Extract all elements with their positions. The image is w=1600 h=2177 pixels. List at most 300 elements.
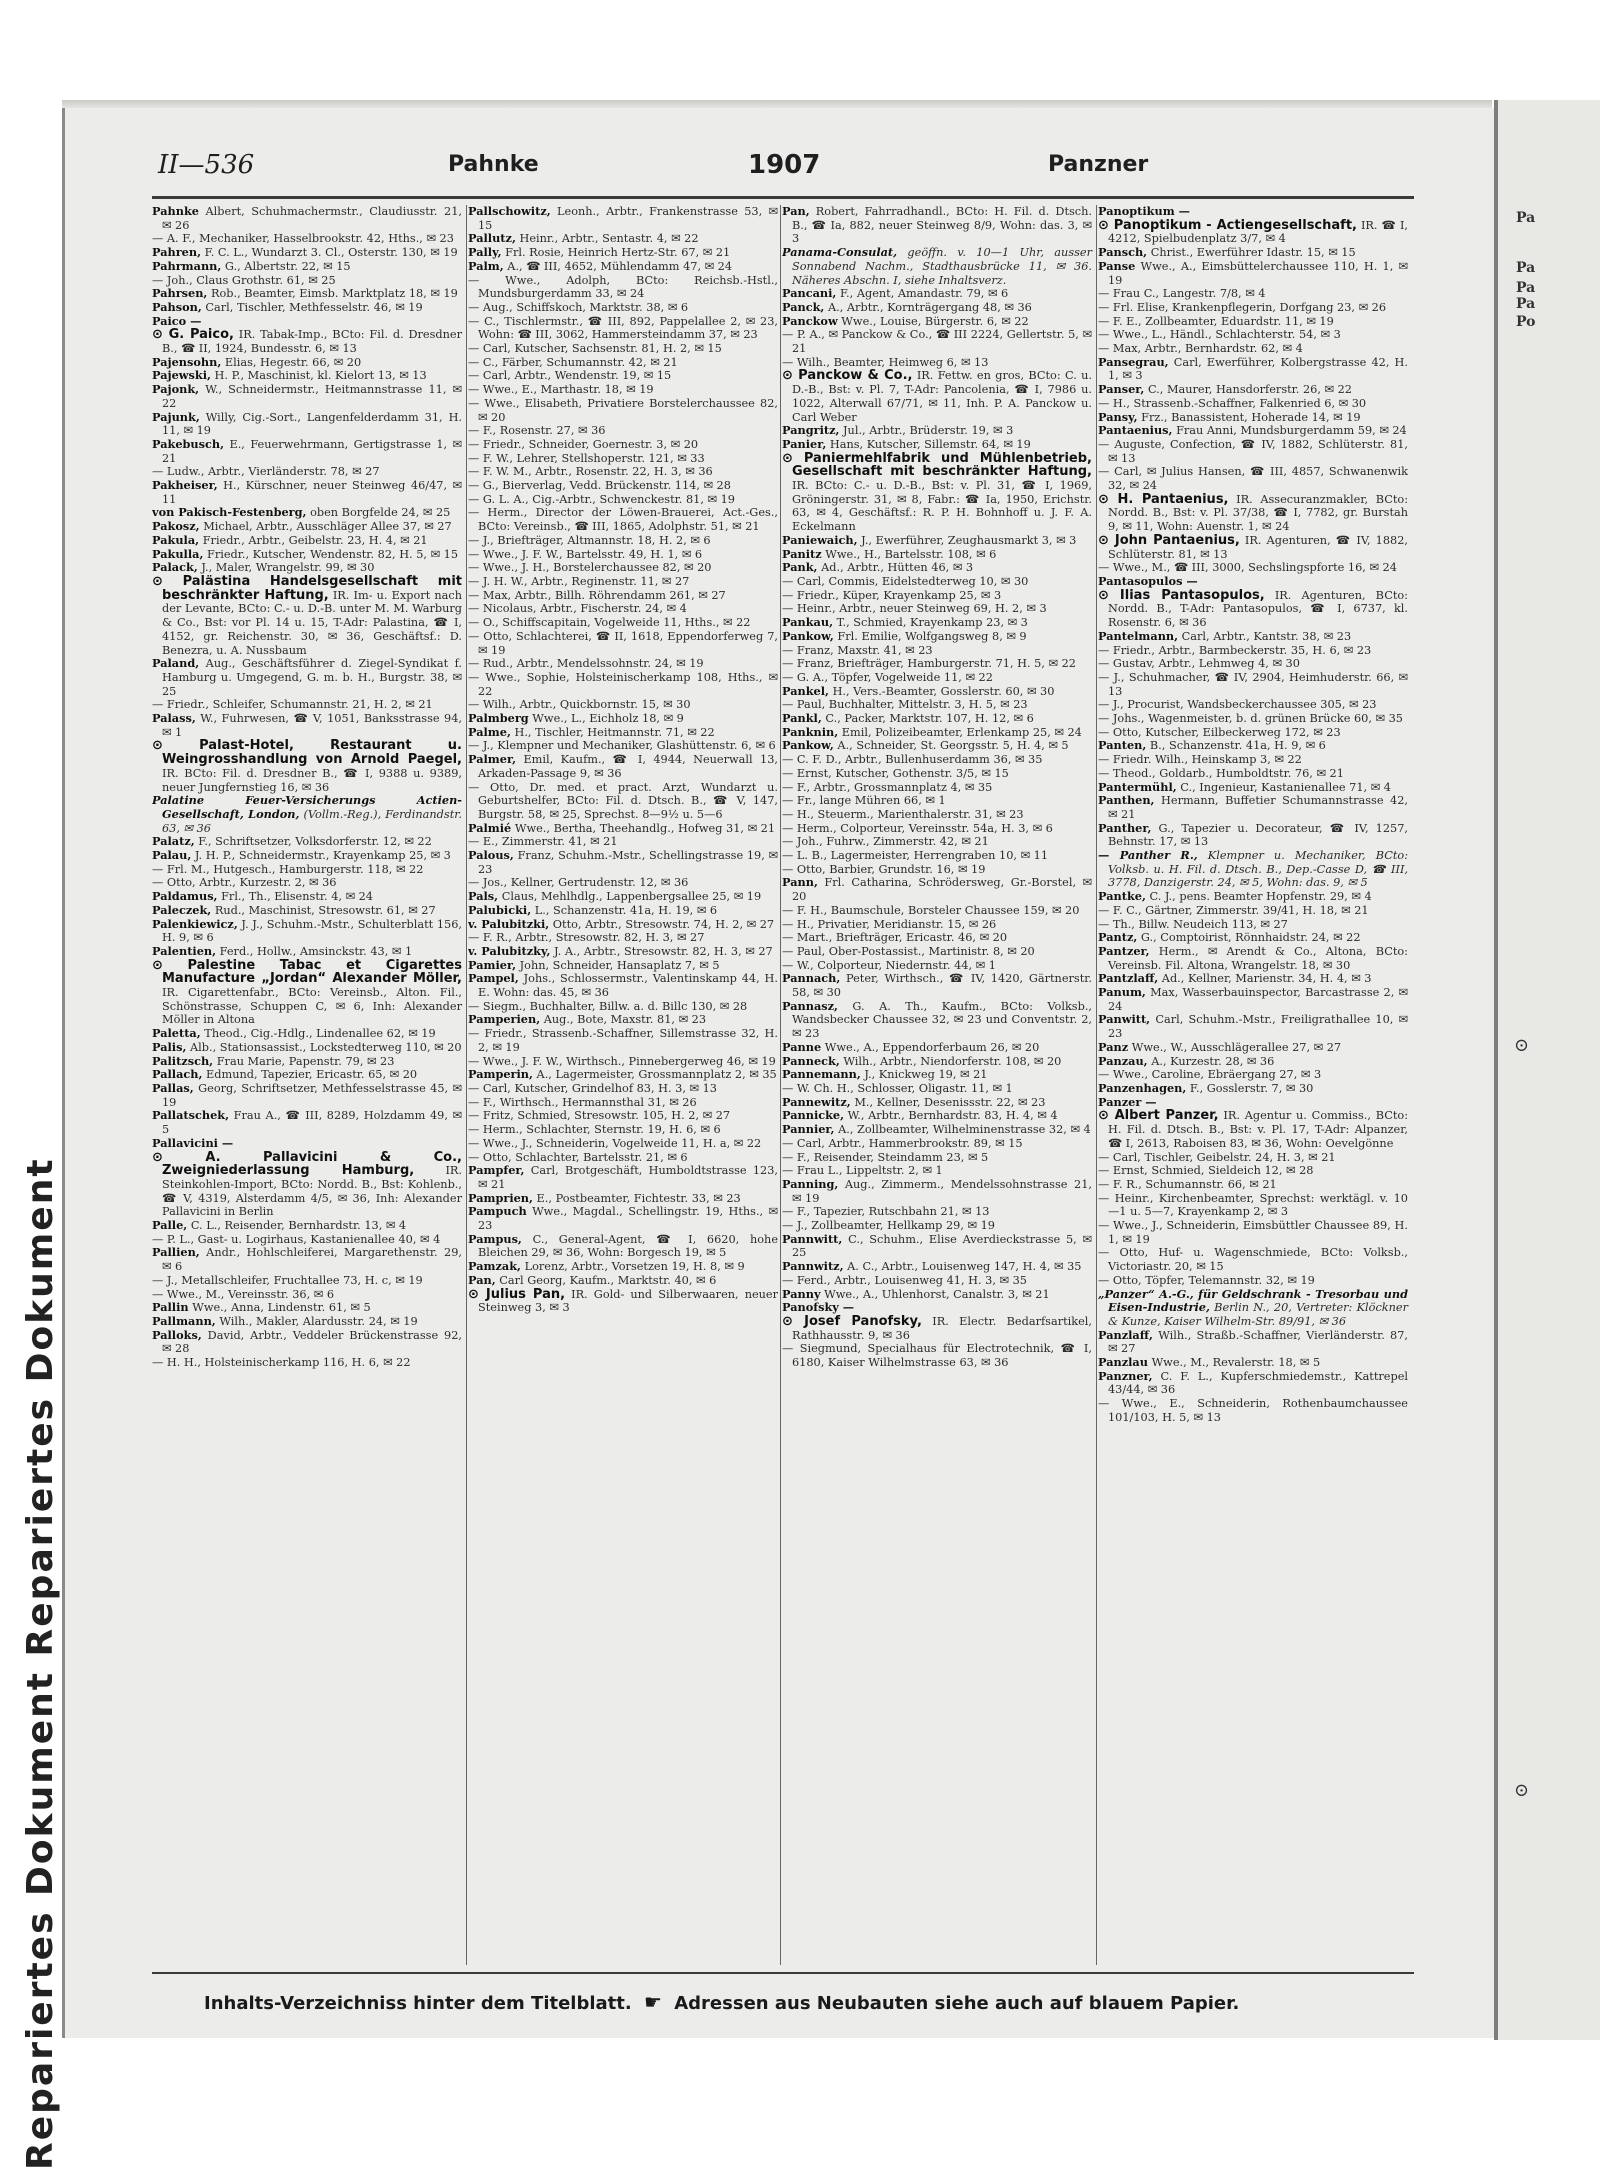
entry-details: — Mart., Briefträger, Ericastr. 46, ✉ 20	[782, 931, 1008, 945]
entry-details: Georg, Schriftsetzer, Methfesselstrasse 45, ✉ 19	[162, 1082, 462, 1109]
entry-details: IR. Tabak-Imp., BCto: Fil. d. Dresdner B., ☎ II, 1924, Bundesstr. 6, ✉ 13	[162, 328, 462, 356]
entry-details: — Fr., lange Mühren 66, ✉ 1	[782, 794, 946, 808]
entry-details: — Wwe., L., Händl., Schlachterstr. 54, ✉ 3	[1098, 328, 1341, 342]
entry-details: — Ernst, Kutscher, Gothenstr. 3/5, ✉ 15	[782, 766, 1009, 780]
entry-name: Pamperin,	[468, 1067, 533, 1082]
entry-name: Pannasz,	[782, 998, 838, 1013]
directory-entry	[152, 739, 462, 794]
entry-details: Frz., Banassistent, Hoherade 14, ✉ 19	[1141, 410, 1361, 424]
entry-name: Pantzlaff,	[1098, 971, 1159, 986]
entry-details: G., Comptoirist, Rönnhaidstr. 24, ✉ 22	[1140, 931, 1361, 945]
entry-details: — Otto, Töpfer, Telemannstr. 32, ✉ 19	[1098, 1273, 1315, 1287]
entry-name: Palitzsch,	[152, 1053, 214, 1068]
entry-details: Hermann, Buffetier Schumannstrasse 42, ✉ 21	[1108, 794, 1408, 821]
next-page-fragment: Pa	[1516, 296, 1536, 312]
directory-entry	[782, 616, 1092, 630]
directory-entry	[152, 1109, 462, 1136]
entry-details: Johs., Schlossermstr., Valentinskamp 44, H. E. Wohn: das. 45, ✉ 36	[478, 972, 778, 1000]
directory-entry	[1098, 561, 1408, 575]
directory-entry	[1098, 383, 1408, 397]
directory-entry	[1098, 1151, 1408, 1165]
entry-details: — Carl, ✉ Julius Hansen, ☎ III, 4857, Schwanenwik 32, ✉ 24	[1098, 465, 1408, 493]
entry-details: Carl, Schuhm.-Mstr., Freiligrathallee 10, ✉ 23	[1108, 1013, 1408, 1041]
entry-name: Panofsky —	[782, 1300, 855, 1315]
directory-entry	[1098, 945, 1408, 972]
directory-entry	[152, 1082, 462, 1109]
circle-mark-icon: ⊙	[1514, 1035, 1530, 1056]
entry-name: Panthen,	[1098, 793, 1155, 808]
directory-entry	[468, 712, 778, 726]
entry-details: Frau Anni, Mundsburgerdamm 59, ✉ 24	[1176, 424, 1407, 438]
entry-details: — Frau L., Lippeltstr. 2, ✉ 1	[782, 1164, 943, 1178]
directory-entry	[782, 959, 1092, 973]
entry-name: Pals,	[468, 889, 499, 904]
entry-details: Carl Georg, Kaufm., Marktstr. 40, ✉ 6	[499, 1273, 717, 1287]
entry-details: Ferd., Hollw., Amsinckstr. 43, ✉ 1	[219, 944, 413, 958]
entry-name: Panz	[1098, 1039, 1129, 1054]
entry-name: Palatz,	[152, 834, 195, 849]
entry-details: — Nicolaus, Arbtr., Fischerstr. 24, ✉ 4	[468, 602, 687, 616]
directory-entry	[468, 945, 778, 959]
next-page-fragment: Po	[1516, 314, 1536, 330]
directory-entry	[1098, 904, 1408, 918]
entry-details: IR. Gold- und Silberwaaren, neuer Steinweg 3, ✉ 3	[478, 1287, 779, 1315]
directory-entry	[468, 890, 778, 904]
directory-entry	[152, 301, 462, 315]
entry-details: F. C. L., Wundarzt 3. Cl., Osterstr. 130, ✉ 19	[204, 246, 458, 260]
entry-name: Pallin	[152, 1300, 189, 1315]
entry-details: — Franz, Briefträger, Hamburgerstr. 71, H. 5, ✉ 22	[782, 657, 1076, 671]
entry-name: Pajensohn,	[152, 354, 222, 369]
directory-entry	[782, 1315, 1092, 1342]
header-first-entry: Pahnke	[448, 152, 539, 177]
entry-name: Panther,	[1098, 820, 1152, 835]
entry-details: — P. L., Gast- u. Logirhaus, Kastanienallee 40, ✉ 4	[152, 1232, 441, 1246]
entry-details: A., Kurzestr. 28, ✉ 36	[1151, 1054, 1275, 1068]
entry-name: Pannewitz,	[782, 1094, 851, 1109]
directory-entry	[1098, 1109, 1408, 1150]
entry-details: Wwe., M., Revalerstr. 18, ✉ 5	[1151, 1356, 1321, 1370]
entry-details: — F., Reisender, Steindamm 23, ✉ 5	[782, 1150, 989, 1164]
directory-entry	[468, 1096, 778, 1110]
entry-details: Wwe., A., Eimsbüttelerchaussee 110, H. 1, ✉ 19	[1108, 259, 1409, 287]
directory-entry	[152, 712, 462, 739]
directory-entry	[152, 890, 462, 904]
directory-entry	[152, 794, 462, 835]
directory-entry	[468, 671, 778, 698]
directory-entry	[468, 232, 778, 246]
directory-entry	[1098, 1013, 1408, 1040]
entry-details: — Joh., Claus Grothstr. 61, ✉ 25	[152, 273, 336, 287]
entry-details: Willy, Cig.-Sort., Langenfelderdamm 31, H. 11, ✉ 19	[162, 410, 463, 438]
directory-entry	[152, 411, 462, 438]
directory-entry	[468, 1109, 778, 1123]
entry-details: — Wwe., E., Marthastr. 18, ✉ 19	[468, 383, 654, 397]
directory-entry	[468, 972, 778, 999]
directory-entry	[468, 1192, 778, 1206]
directory-entry	[782, 1082, 1092, 1096]
directory-entry	[152, 561, 462, 575]
entry-name: ⊙ Palästina Handelsgesellschaft mit beschränkter Haftung,	[152, 573, 462, 603]
entry-name: Panama-Consulat,	[782, 245, 898, 260]
entry-details: — Wilh., Arbtr., Quickbornstr. 15, ✉ 30	[468, 698, 691, 712]
column-divider	[466, 205, 467, 1965]
directory-entry	[468, 918, 778, 932]
entry-details: — A. F., Mechaniker, Hasselbrookstr. 42, Hths., ✉ 23	[152, 232, 454, 246]
entry-details: — Aug., Schiffskoch, Marktstr. 38, ✉ 6	[468, 300, 689, 314]
binding-stamp: Repariertes Dokument Repariertes Dokument	[20, 1157, 61, 2170]
entry-details: Rud., Maschinist, Stresowstr. 61, ✉ 27	[214, 903, 436, 917]
directory-entry	[782, 424, 1092, 438]
entry-details: — Carl, Arbtr., Wendenstr. 19, ✉ 15	[468, 369, 672, 383]
entry-details: — F. W. M., Arbtr., Rosenstr. 22, H. 3, ✉ 36	[468, 465, 713, 479]
entry-details: H., Vers.-Beamter, Gosslerstr. 60, ✉ 30	[832, 684, 1055, 698]
directory-entry	[782, 1137, 1092, 1151]
entry-details: — Friedr. Wilh., Heinskamp 3, ✉ 22	[1098, 753, 1302, 767]
entry-name: v. Palubitzki,	[468, 916, 550, 931]
directory-entry	[468, 1000, 778, 1014]
directory-entry	[782, 876, 1092, 903]
entry-name: Pannwitz,	[782, 1259, 844, 1274]
page-header	[158, 150, 1408, 186]
entry-name: Pajonk,	[152, 382, 200, 397]
entry-name: Pally,	[468, 245, 502, 260]
directory-entry	[1098, 356, 1408, 383]
entry-name: von Pakisch-Festenberg,	[152, 505, 307, 520]
directory-entry	[782, 287, 1092, 301]
entry-name: Panten,	[1098, 738, 1147, 753]
directory-entry	[468, 452, 778, 466]
directory-entry	[1098, 794, 1408, 821]
entry-details: — G. A., Töpfer, Vogelweide 11, ✉ 22	[782, 670, 993, 684]
directory-entry	[152, 863, 462, 877]
entry-name: Panckow	[782, 313, 838, 328]
directory-entry	[152, 1041, 462, 1055]
directory-entry	[1098, 726, 1408, 740]
entry-name: Palentien,	[152, 943, 217, 958]
entry-details: Carl, Tischler, Methfesselstr. 46, ✉ 19	[205, 300, 423, 314]
directory-entry	[468, 205, 778, 232]
entry-name: ⊙ H. Pantaenius,	[1098, 491, 1229, 507]
directory-entry	[152, 369, 462, 383]
directory-entry	[468, 1164, 778, 1191]
entry-name: ⊙ Albert Panzer,	[1098, 1108, 1219, 1124]
entry-name: Panitz	[782, 546, 822, 561]
entry-details: Christ., Ewerführer Idastr. 15, ✉ 15	[1150, 246, 1356, 260]
entry-details: — F., Arbtr., Grossmannplatz 4, ✉ 35	[782, 780, 993, 794]
directory-entry	[468, 575, 778, 589]
directory-entry	[152, 328, 462, 355]
entry-name: Pancani,	[782, 286, 837, 301]
entry-details: — F., Tapezier, Rutschbahn 21, ✉ 13	[782, 1205, 990, 1219]
entry-details: Wwe., Louise, Bürgerstr. 6, ✉ 22	[841, 314, 1029, 328]
directory-entry	[1098, 219, 1408, 246]
entry-name: Pakebusch,	[152, 436, 225, 451]
entry-name: Pajewski,	[152, 368, 211, 383]
entry-name: Panck,	[782, 299, 825, 314]
directory-entry	[1098, 1041, 1408, 1055]
entry-name: „Panzer“ A.-G., für Geldschrank - Tresorbau und Eisen-Industrie,	[1098, 1286, 1408, 1315]
directory-entry	[782, 671, 1092, 685]
directory-entry	[1098, 698, 1408, 712]
directory-entry	[152, 1233, 462, 1247]
entry-name: ⊙ Palestine Tabac et Cigarettes Manufacture „Jordan“ Alexander Möller,	[152, 957, 462, 987]
entry-details: W., Fuhrwesen, ☎ V, 1051, Banksstrasse 94, ✉ 1	[162, 712, 463, 739]
directory-entry	[152, 479, 462, 506]
entry-details: — G. L. A., Cig.-Arbtr., Schwenckestr. 81, ✉ 19	[468, 492, 735, 506]
directory-entry	[782, 369, 1092, 424]
entry-details: Ad., Arbtr., Hütten 46, ✉ 3	[821, 561, 974, 575]
directory-entry	[152, 657, 462, 698]
directory-entry	[1098, 287, 1408, 301]
directory-entry	[782, 1233, 1092, 1260]
entry-name: ⊙ Ilias Pantasopulos,	[1098, 587, 1265, 603]
directory-entry	[782, 1000, 1092, 1041]
directory-entry	[782, 808, 1092, 822]
entry-details: — Wwe., J. H., Borstelerchaussee 82, ✉ 20	[468, 561, 712, 575]
directory-entry	[152, 1151, 462, 1220]
directory-entry	[152, 315, 462, 329]
directory-entry	[782, 849, 1092, 863]
directory-entry	[468, 781, 778, 822]
directory-entry	[782, 822, 1092, 836]
directory-entry	[468, 383, 778, 397]
entry-details: — Wwe., Adolph, BCto: Reichsb.-Hstl., Mundsburgerdamm 33, ✉ 24	[468, 273, 778, 301]
directory-entry	[1098, 1055, 1408, 1069]
entry-details: — Friedr., Schleifer, Schumannstr. 21, H. 2, ✉ 21	[152, 698, 433, 712]
entry-details: Aug., Zimmerm., Mendelssohnstrasse 21, ✉ 19	[792, 1177, 1093, 1205]
directory-entry	[468, 1123, 778, 1137]
directory-entry	[782, 438, 1092, 452]
entry-details: M., Kellner, Desenissstr. 22, ✉ 23	[854, 1095, 1046, 1109]
directory-entry	[152, 1288, 462, 1302]
entry-name: Pallatschek,	[152, 1108, 230, 1123]
entry-name: Panzer —	[1098, 1094, 1157, 1109]
entry-name: Pampus,	[468, 1231, 522, 1246]
directory-entry	[152, 1274, 462, 1288]
entry-details: — H. H., Holsteinischerkamp 116, H. 6, ✉ 22	[152, 1356, 411, 1370]
entry-name: Panzenhagen,	[1098, 1081, 1187, 1095]
directory-entry	[468, 356, 778, 370]
entry-details: — Wwe., M., ☎ III, 3000, Sechslingspforte 16, ✉ 24	[1098, 561, 1397, 575]
directory-entry	[468, 397, 778, 424]
entry-details: — Theod., Goldarb., Humboldtstr. 76, ✉ 21	[1098, 766, 1344, 780]
directory-entry	[1098, 438, 1408, 465]
entry-name: ⊙ Palast-Hotel, Restaurant u. Weingrosshandlung von Arnold Paegel,	[152, 738, 462, 768]
entry-name: Pantke,	[1098, 889, 1146, 904]
directory-entry	[1098, 589, 1408, 630]
entry-details: IR. ☎ I, 4212, Spielbudenplatz 3/7, ✉ 4	[1108, 218, 1408, 246]
entry-details: Frl. Rosie, Heinrich Hertz-Str. 67, ✉ 21	[505, 246, 731, 260]
entry-name: Pallach,	[152, 1067, 203, 1082]
entry-details: — Frl. M., Hutgesch., Hamburgerstr. 118, ✉ 22	[152, 862, 424, 876]
entry-details: A., ☎ III, 4652, Mühlendamm 47, ✉ 24	[507, 259, 733, 273]
entry-details: Max, Wasserbauinspector, Barcastrasse 2, ✉ 24	[1108, 986, 1409, 1013]
entry-details: Theod., Cig.-Hdlg., Lindenallee 62, ✉ 19	[204, 1027, 436, 1041]
directory-entry	[152, 548, 462, 562]
directory-entry	[1098, 1370, 1408, 1397]
entry-name: Pallas,	[152, 1081, 194, 1095]
entry-details: Wwe., Bertha, Theehandlg., Hofweg 31, ✉ 21	[514, 821, 776, 835]
entry-name: Pakosz,	[152, 519, 200, 534]
directory-entry	[152, 575, 462, 657]
directory-entry	[782, 1178, 1092, 1205]
directory-entry	[468, 822, 778, 836]
entry-details: A. C., Arbtr., Louisenweg 147, H. 4, ✉ 35	[847, 1260, 1082, 1274]
entry-details: — C., Tischlermstr., ☎ III, 892, Pappelallee 2, ✉ 23, Wohn: ☎ III, 3062, Hammersteindamm 37, ✉ 23	[468, 314, 778, 342]
entry-details: — Carl, Arbtr., Hammerbrookstr. 89, ✉ 15	[782, 1136, 1023, 1150]
header-last-entry: Panzner	[1048, 152, 1149, 177]
directory-entry	[1098, 411, 1408, 425]
entry-details: Wwe., Anna, Lindenstr. 61, ✉ 5	[192, 1301, 371, 1315]
entry-details: Albert, Schuhmachermstr., Claudiusstr. 21, ✉ 26	[162, 205, 462, 232]
directory-entry	[152, 835, 462, 849]
entry-details: G. A. Th., Kaufm., BCto: Volksb., Wandsbecker Chaussee 32, ✉ 23 und Conventstr. 2, ✉ 23	[792, 999, 1092, 1041]
directory-entry	[782, 712, 1092, 726]
directory-entry	[782, 1055, 1092, 1069]
entry-details: — F. R., Arbtr., Stresowstr. 82, H. 3, ✉ 27	[468, 931, 705, 945]
entry-details: Aug., Bote, Maxstr. 81, ✉ 23	[543, 1013, 707, 1027]
entry-details: — F. H., Baumschule, Borsteler Chaussee 159, ✉ 20	[782, 903, 1080, 917]
entry-name: Pantermühl,	[1098, 779, 1177, 794]
directory-entry	[468, 315, 778, 342]
directory-entry	[1098, 739, 1408, 753]
entry-name: Paico —	[152, 313, 202, 328]
directory-entry	[782, 575, 1092, 589]
entry-name: Pank,	[782, 560, 818, 575]
pointing-hand-icon: ☛	[644, 1990, 662, 2014]
entry-name: Pahnke	[152, 205, 199, 218]
entry-name: Pantelmann,	[1098, 628, 1179, 643]
entry-name: ⊙ G. Paico,	[152, 327, 234, 343]
directory-entry	[782, 315, 1092, 329]
entry-details: Wilh., Arbtr., Niendorferstr. 108, ✉ 20	[843, 1054, 1062, 1068]
entry-details: — Ferd., Arbtr., Louisenweg 41, H. 3, ✉ 35	[782, 1273, 1027, 1287]
entry-name: Pakula,	[152, 532, 200, 547]
directory-entry	[1098, 493, 1408, 534]
entry-details: — Siegm., Buchhalter, Billw. a. d. Billc 130, ✉ 28	[468, 999, 748, 1013]
directory-entry	[1098, 767, 1408, 781]
directory-entry	[152, 876, 462, 890]
directory-entry	[782, 1301, 1092, 1315]
entry-details: G., Albertstr. 22, ✉ 15	[224, 259, 351, 273]
entry-details: — W., Colporteur, Niedernstr. 44, ✉ 1	[782, 958, 996, 972]
directory-entry	[468, 493, 778, 507]
directory-entry	[152, 1219, 462, 1233]
directory-entry	[1098, 822, 1408, 849]
entry-name: Pankel,	[782, 683, 829, 698]
entry-name: Pankau,	[782, 615, 834, 630]
entry-details: Herm., ✉ Arendt & Co., Altona, BCto: Vereinsb. Fil. Altona, Wrangelstr. 18, ✉ 30	[1108, 944, 1408, 972]
entry-details: C., Maurer, Hansdorferstr. 26, ✉ 22	[1147, 383, 1352, 397]
directory-entry	[1098, 301, 1408, 315]
directory-entry	[1098, 1192, 1408, 1219]
entry-name: Palatine Feuer-Versicherungs Actien-Gesellschaft, London,	[152, 793, 462, 821]
entry-name: Panoptikum —	[1098, 205, 1190, 218]
entry-details: — F. C., Gärtner, Zimmerstr. 39/41, H. 18, ✉ 21	[1098, 903, 1369, 917]
entry-name: Panzlau	[1098, 1355, 1148, 1370]
entry-name: Pampfer,	[468, 1163, 525, 1178]
entry-name: Pahren,	[152, 245, 202, 260]
entry-details: David, Arbtr., Veddeler Brückenstrasse 92, ✉ 28	[162, 1328, 462, 1356]
directory-entry	[152, 1246, 462, 1273]
page-footer	[204, 1990, 1239, 2014]
entry-details: Frl., Th., Elisenstr. 4, ✉ 24	[221, 890, 373, 904]
directory-entry	[468, 1082, 778, 1096]
directory-entry	[468, 1151, 778, 1165]
directory-entry	[782, 657, 1092, 671]
entry-details: — Johs., Wagenmeister, b. d. grünen Brücke 60, ✉ 35	[1098, 712, 1403, 726]
entry-details: C., General-Agent, ☎ I, 6620, hohe Bleichen 29, ✉ 36, Wohn: Borgesch 19, ✉ 5	[478, 1232, 778, 1260]
directory-entry	[468, 301, 778, 315]
entry-details: C., Packer, Marktstr. 107, H. 12, ✉ 6	[825, 712, 1034, 726]
entry-name: Palubicki,	[468, 902, 532, 917]
directory-entry	[782, 356, 1092, 370]
next-page-edge	[1494, 100, 1600, 2040]
directory-entry	[782, 1274, 1092, 1288]
entry-name: Palous,	[468, 848, 514, 863]
footer-right-text: Adressen aus Neubauten siehe auch auf blauem Papier.	[674, 1993, 1240, 2014]
entry-details: Peter, Wirthsch., ☎ IV, 1420, Gärtnerstr. 58, ✉ 30	[792, 972, 1092, 1000]
directory-entry	[782, 1205, 1092, 1219]
directory-entry	[782, 1288, 1092, 1302]
entry-details: J. A., Arbtr., Stresowstr. 82, H. 3, ✉ 27	[553, 944, 773, 958]
entry-details: Robert, Fahrradhandl., BCto: H. Fil. d. Dtsch. B., ☎ Ia, 882, neuer Steinweg 8/9, Wohn: das. 3, ✉ 3	[792, 205, 1092, 246]
entry-name: Palme,	[468, 724, 511, 739]
entry-details: Frl. Catharina, Schrödersweg, Gr.-Borstel, ✉ 20	[792, 876, 1093, 904]
entry-details: — J., Zollbeamter, Hellkamp 29, ✉ 19	[782, 1219, 995, 1233]
entry-details: Jul., Arbtr., Brüderstr. 19, ✉ 3	[843, 424, 1014, 438]
entry-details: — F., Wirthsch., Hermannsthal 31, ✉ 26	[468, 1095, 697, 1109]
entry-details: — Otto, Barbier, Grundstr. 16, ✉ 19	[782, 862, 986, 876]
directory-entry	[782, 1219, 1092, 1233]
directory-entry	[468, 904, 778, 918]
entry-details: — Heinr., Kirchenbeamter, Sprechst: werktägl. v. 10—1 u. 5—7, Krayenkamp 2, ✉ 3	[1098, 1191, 1408, 1219]
directory-entry	[468, 534, 778, 548]
next-page-fragment: Pa	[1516, 280, 1536, 296]
directory-entry	[468, 424, 778, 438]
entry-details: — Franz, Maxstr. 41, ✉ 23	[782, 643, 933, 657]
entry-name: Paletta,	[152, 1026, 201, 1041]
entry-name: Pankow,	[782, 738, 834, 753]
entry-details: — H., Privatier, Meridianstr. 15, ✉ 26	[782, 917, 997, 931]
directory-entry	[1098, 1288, 1408, 1329]
directory-entry	[152, 438, 462, 465]
entry-name: v. Palubitzky,	[468, 943, 551, 958]
directory-entry	[152, 287, 462, 301]
directory-entry	[468, 369, 778, 383]
entry-details: — F., Rosenstr. 27, ✉ 36	[468, 424, 606, 438]
entry-details: — Carl, Kutscher, Grindelhof 83, H. 3, ✉ 13	[468, 1082, 717, 1095]
entry-details: A., Zollbeamter, Wilhelminenstrasse 32, ✉ 4	[838, 1123, 1091, 1137]
entry-name: Pamier,	[468, 957, 517, 972]
entry-details: F., Agent, Amandastr. 79, ✉ 6	[839, 287, 1009, 301]
entry-details: IR. BCto: C.- u. D.-B., Bst: v. Pl. 31, ☎ I, 1969, Gröningerstr. 31, ✉ 8, Fabr.: ☎ Ia, 1950, Erichstr. 63, ✉ 4, Geschäftsf.: R. P. H. Bohnhoff u. J. F. A. Eckelmann	[792, 479, 1092, 534]
entry-name: Panknin,	[782, 724, 839, 739]
entry-details: Wilh., Straßb.-Schaffner, Vierländerstr. 87, ✉ 27	[1108, 1328, 1408, 1356]
directory-entry	[782, 794, 1092, 808]
entry-details: Klempner u. Mechaniker, BCto: Volksb. u. H. Fil. d. Dtsch. B., Dep.-Casse D, ☎ III, 3778, Danzigerstr. 24, ✉ 5, Wohn: das. 9, ✉ 5	[1108, 849, 1409, 890]
directory-entry	[468, 698, 778, 712]
entry-details: Edmund, Tapezier, Ericastr. 65, ✉ 20	[206, 1068, 418, 1082]
entry-details: — H., Strassenb.-Schaffner, Falkenried 6, ✉ 30	[1098, 396, 1367, 410]
directory-entry	[468, 959, 778, 973]
entry-name: Pahrmann,	[152, 258, 222, 273]
directory-entry	[468, 876, 778, 890]
directory-entry	[782, 698, 1092, 712]
entry-details: — J., Metallschleifer, Fruchtallee 73, H. c, ✉ 19	[152, 1273, 423, 1287]
directory-entry	[468, 1013, 778, 1027]
